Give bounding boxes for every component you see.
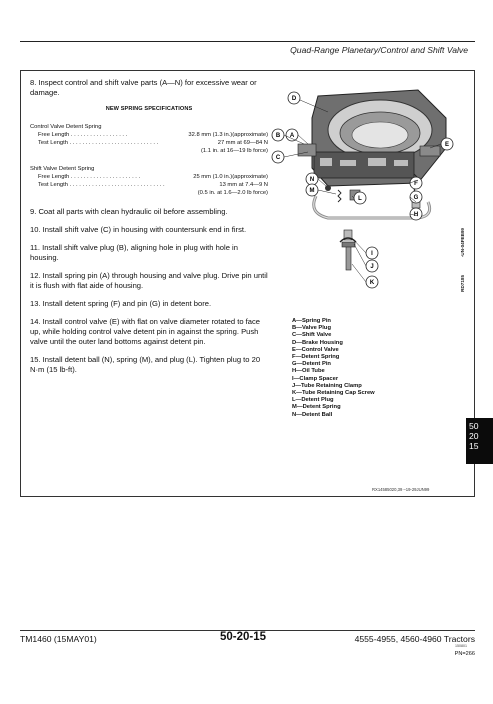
legend-item: H—Oil Tube — [292, 368, 325, 375]
step-9: 9. Coat all parts with clean hydraulic oil before assembling. — [30, 207, 228, 216]
legend-item: B—Valve Plug — [292, 325, 331, 332]
callout-d: D — [291, 96, 297, 102]
callout-m: M — [309, 188, 315, 194]
callout-i: I — [371, 251, 373, 257]
spec-control-title: Control Valve Detent Spring — [30, 124, 102, 130]
brake-housing-drawing — [298, 90, 446, 186]
page-header-title: Quad-Range Planetary/Control and Shift Valve — [290, 45, 468, 55]
legend-item: M—Detent Spring — [292, 404, 341, 411]
spec-row — [30, 173, 268, 181]
spec-shift-title: Shift Valve Detent Spring — [30, 166, 95, 172]
callout-g: G — [413, 195, 419, 201]
spec-row — [30, 131, 268, 139]
legend-item: C—Shift Valve — [292, 332, 332, 339]
spec-label: Free Length . . . . . . . . . . . . . . . . . . — [38, 132, 128, 138]
tab-line: 20 — [469, 431, 479, 441]
illustration-code: -UN-04FEB99 — [460, 228, 465, 258]
spec-label: Free Length . . . . . . . . . . . . . . . . . . . . . . — [38, 174, 141, 180]
callout-j: J — [370, 264, 374, 270]
step-12: 12. Install spring pin (A) through housing and valve plug. Drive pin until it is flush with flat aide of housing. — [30, 271, 268, 290]
step-14: 14. Install control valve (E) with flat on valve diameter rotated to face up, while holding control valve detent pin in against the spring. Push valve until the outer land bottoms against detent pin. — [30, 317, 261, 346]
legend-item: A—Spring Pin — [292, 318, 331, 324]
footer-page: PN=266 — [454, 651, 475, 657]
instructions-column — [30, 78, 268, 383]
callout-a: A — [289, 133, 295, 139]
callout-n: N — [309, 177, 315, 183]
footer-manual: TM1460 (15MAY01) — [20, 634, 97, 644]
spec-sub: (1.1 in. at 16—19 lb force) — [200, 148, 268, 154]
tab-line: 50 — [469, 421, 479, 431]
legend-item: G—Detent Pin — [292, 361, 331, 368]
footer-models: 4555-4955, 4560-4960 Tractors — [354, 634, 475, 644]
spec-label: Test Length . . . . . . . . . . . . . . . . . . . . . . . . . . . . — [38, 140, 159, 146]
header-rule — [20, 41, 475, 42]
spec-value: 13 mm at 7.4—9 N — [219, 182, 268, 188]
callout-h: H — [413, 212, 419, 218]
spec-value: 25 mm (1.0 in.)(approximate) — [193, 174, 268, 180]
step-10: 10. Install shift valve (C) in housing with countersunk end in first. — [30, 225, 247, 234]
legend-item: E—Control Valve — [292, 346, 339, 353]
spec-row — [30, 181, 268, 189]
legend-item: L—Detent Plug — [292, 397, 334, 404]
section-tab — [466, 418, 493, 464]
step-15: 15. Install detent ball (N), spring (M), and plug (L). Tighten plug to 20 N·m (15 lb-ft). — [30, 355, 261, 374]
footer-date: 150801 — [455, 644, 467, 648]
legend-item: I—Clamp Spacer — [292, 375, 339, 382]
legend-item: J—Tube Retaining Clamp — [292, 382, 362, 389]
spec-label: Test Length . . . . . . . . . . . . . . . . . . . . . . . . . . . . . . — [38, 182, 165, 188]
spec-heading: NEW SPRING SPECIFICATIONS — [105, 106, 193, 112]
spec-value: 32.8 mm (1.3 in.)(approximate) — [188, 132, 268, 138]
tab-line: 15 — [469, 441, 479, 451]
legend-item: K—Tube Retaining Cap Screw — [292, 390, 375, 397]
spec-sub: (0.5 in. at 1.6—2.0 lb force) — [197, 190, 268, 196]
illustration-ref: RD7185 — [460, 275, 465, 292]
callout-l: L — [358, 196, 362, 202]
callout-k: K — [369, 280, 375, 286]
spec-value: 27 mm at 69—84 N — [217, 140, 268, 146]
callout-b: B — [275, 133, 281, 139]
parts-legend — [292, 318, 375, 419]
figure-caption: RX14585020,39 –19-29JUN99 — [372, 487, 430, 492]
callout-e: E — [444, 142, 450, 148]
callout-f: F — [414, 181, 418, 187]
legend-item: F—Detent Spring — [292, 354, 340, 361]
legend-item: N—Detent Ball — [292, 411, 333, 418]
step-8: 8. Inspect control and shift valve parts (A—N) for excessive wear or damage. — [30, 78, 257, 97]
callout-c: C — [275, 155, 281, 161]
step-13: 13. Install detent spring (F) and pin (G) in detent bore. — [30, 299, 212, 308]
step-11: 11. Install shift valve plug (B), aligning hole in plug with hole in housing. — [30, 243, 238, 262]
footer-page-code: 50-20-15 — [220, 631, 267, 643]
spec-row — [30, 139, 268, 147]
legend-item: D—Brake Housing — [292, 339, 343, 346]
exploded-view-illustration — [268, 78, 458, 308]
